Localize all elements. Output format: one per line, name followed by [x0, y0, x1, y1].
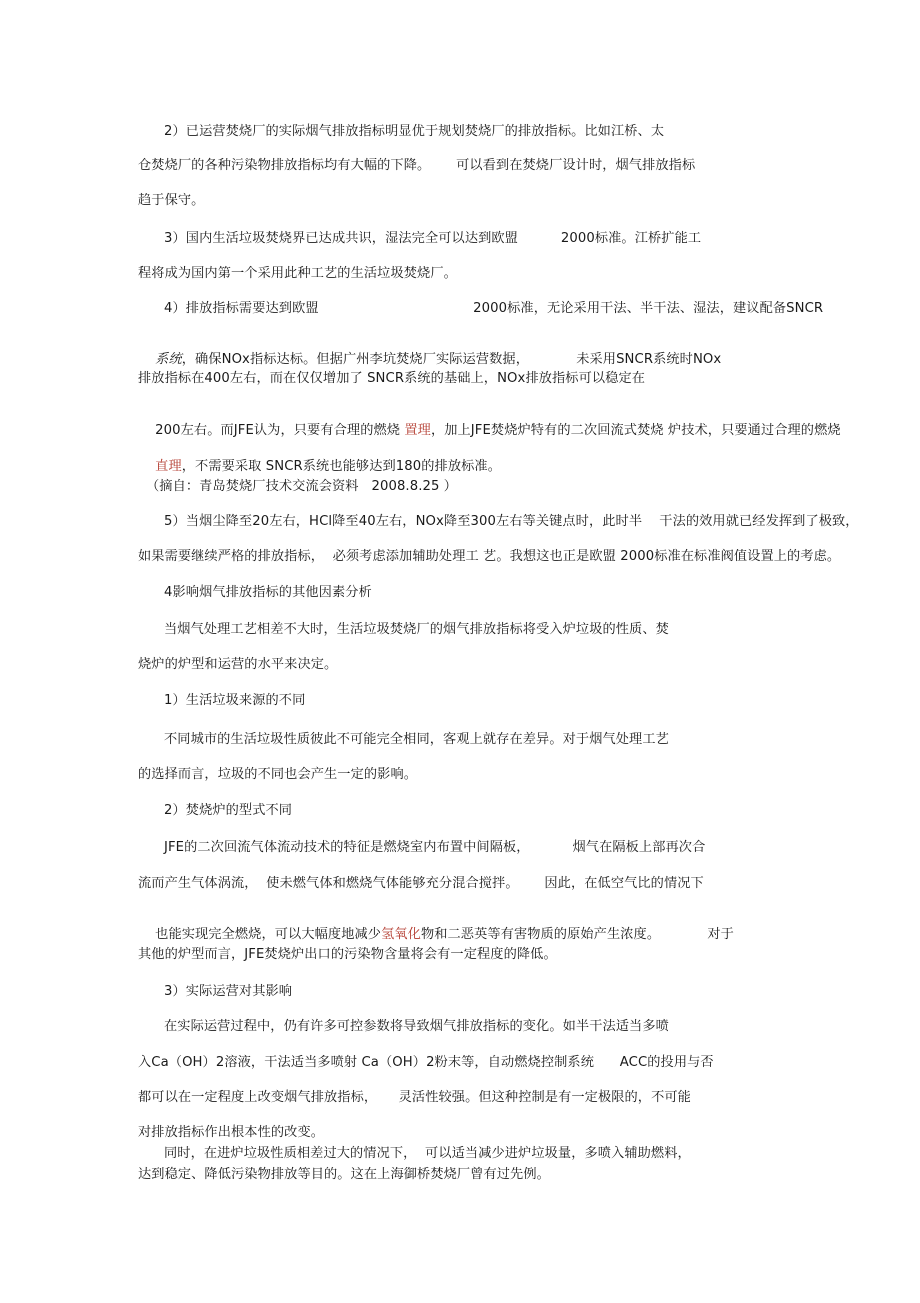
text-segment: 也能实现完全燃烧，可以大幅度地减少: [155, 927, 382, 942]
subsection-heading: 3）实际运营对其影响: [164, 984, 293, 999]
text-segment: ，不需要采取 SNCR系统也能够达到180的排放标准。: [181, 459, 501, 474]
paragraph-line: 入Ca（OH）2溶液，干法适当多喷射 Ca（OH）2粉末等，自动燃烧控制系统 ACC的投用与否: [138, 1055, 714, 1070]
paragraph-line: 的选择而言，垃圾的不同也会产生一定的影响。: [138, 767, 418, 782]
paragraph-line: 都可以在一定程度上改变烟气排放指标， 灵活性较强。但这种控制是有一定极限的，不可能: [138, 1090, 691, 1105]
paragraph-line: 流而产生气体涡流， 使未燃气体和燃烧气体能够充分混合搅拌。 因此，在低空气比的情况下: [138, 876, 704, 891]
paragraph-line: 趋于保守。: [138, 193, 205, 208]
paragraph-line: 同时，在进炉垃圾性质相差过大的情况下， 可以适当减少进炉垃圾量，多喷入辅助燃料，: [164, 1146, 691, 1161]
paragraph-line: 如果需要继续严格的排放指标， 必须考虑添加辅助处理工 艺。我想这也正是欧盟 2000标准在标准阀值设置上的考虑。: [138, 549, 841, 564]
text-segment: 200左右。而JFE认为，只要有合理的燃烧: [155, 423, 405, 438]
paragraph-line: 达到稳定、降低污染物排放等目的。这在上海御桥焚烧厂曾有过先例。: [138, 1167, 550, 1182]
paragraph-line: 烧炉的炉型和运营的水平来决定。: [138, 657, 338, 672]
text-segment: ，加上JFE焚烧炉特有的二次回流式焚烧 炉技术，只要通过合理的燃烧: [430, 423, 841, 438]
paragraph-line: 对排放指标作出根本性的改变。: [138, 1125, 325, 1140]
paragraph-line: 4）排放指标需要达到欧盟 2000标准，无论采用干法、半干法、湿法，建议配备SNCR: [164, 301, 824, 316]
highlighted-text: 直理: [155, 459, 182, 474]
text-segment: ，确保NOx指标达标。但据广州李坑焚烧厂实际运营数据， 未采用SNCR系统时NOx: [181, 352, 722, 367]
paragraph-line: JFE的二次回流气体流动技术的特征是燃烧室内布置中间隔板， 烟气在隔板上部再次合: [164, 840, 706, 855]
paragraph-line: 其他的炉型而言，JFE焚烧炉出口的污染物含量将会有一定程度的降低。: [138, 947, 557, 962]
paragraph-line: 在实际运营过程中，仍有许多可控参数将导致烟气排放指标的变化。如半干法适当多喷: [164, 1019, 669, 1034]
highlighted-text: 置理: [404, 423, 431, 438]
italic-segment: 系统: [155, 352, 182, 367]
text-segment: 物和二恶英等有害物质的原始产生浓度。 对于: [420, 927, 734, 942]
paragraph-line: 当烟气处理工艺相差不大时，生活垃圾焚烧厂的烟气排放指标将受入炉垃圾的性质、焚: [164, 622, 669, 637]
paragraph-line: 不同城市的生活垃圾性质彼此不可能完全相同，客观上就存在差异。对于烟气处理工艺: [164, 732, 669, 747]
paragraph-line: 程将成为国内第一个采用此种工艺的生活垃圾焚烧厂。: [138, 266, 457, 281]
section-heading: 4影响烟气排放指标的其他因素分析: [164, 585, 372, 600]
paragraph-line: 2）已运营焚烧厂的实际烟气排放指标明显优于规划焚烧厂的排放指标。比如江桥、太: [164, 124, 665, 139]
subsection-heading: 2）焚烧炉的型式不同: [164, 803, 293, 818]
highlighted-text: 氢氧化: [381, 927, 421, 942]
paragraph-line: 仓焚烧厂的各种污染物排放指标均有大幅的下降。 可以看到在焚烧厂设计时，烟气排放指标: [138, 158, 696, 173]
paragraph-line: 3）国内生活垃圾焚烧界已达成共识，湿法完全可以达到欧盟 2000标准。江桥扩能工: [164, 231, 702, 246]
paragraph-line: 排放指标在400左右，而在仅仅增加了 SNCR系统的基础上，NOx排放指标可以稳定在: [138, 371, 646, 386]
citation-line: （摘自：青岛焚烧厂技术交流会资料 2008.8.25 ）: [146, 479, 458, 494]
paragraph-line: 5）当烟尘降至20左右，HCl降至40左右，NOx降至300左右等关键点时，此时半 干法的效用就已经发挥到了极致，: [164, 514, 859, 529]
subsection-heading: 1）生活垃圾来源的不同: [164, 693, 306, 708]
